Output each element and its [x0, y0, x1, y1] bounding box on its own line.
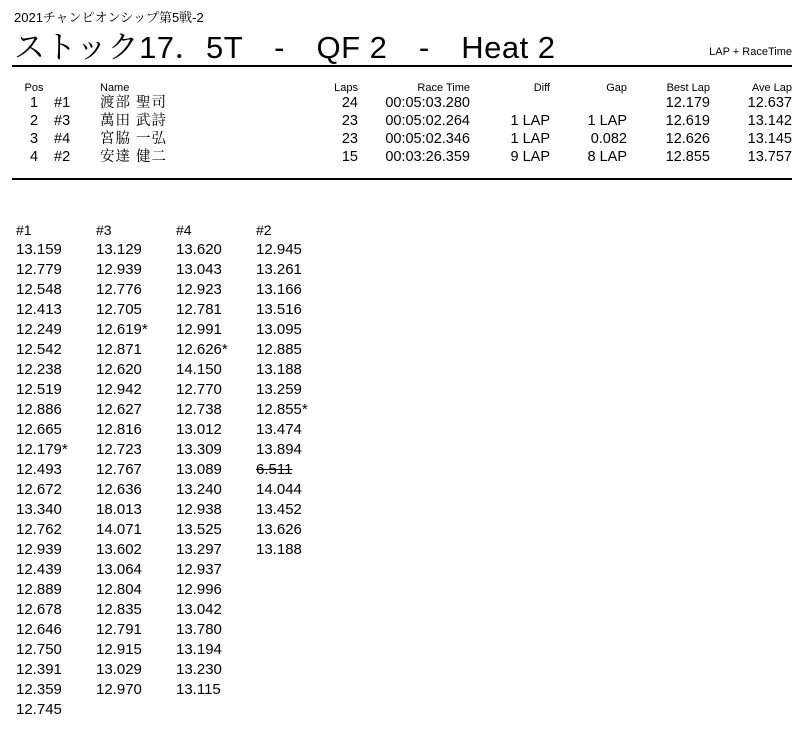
cell-laps: 23 — [341, 113, 358, 129]
lap-time: 12.249 — [16, 321, 62, 338]
lap-time: 12.738 — [176, 401, 222, 418]
lap-column-header: #4 — [176, 222, 192, 238]
cell-name: 安達 健二 — [100, 149, 168, 165]
lap-time: 13.188 — [256, 541, 302, 558]
lap-time: 12.937 — [176, 561, 222, 578]
results-body — [14, 94, 792, 166]
cell-pos: 2 — [29, 113, 39, 129]
lap-time: 13.089 — [176, 461, 222, 478]
cell-name: 渡部 聖司 — [100, 95, 168, 111]
lap-time: 13.516 — [256, 301, 302, 318]
lap-time: 12.750 — [16, 641, 62, 658]
lap-time: 14.044 — [256, 481, 302, 498]
lap-time: 12.915 — [96, 641, 142, 658]
cell-laps: 23 — [341, 131, 358, 147]
col-best-lap: Best Lap — [666, 82, 710, 94]
lap-column-header: #3 — [96, 222, 112, 238]
col-gap: Gap — [606, 82, 627, 94]
cell-laps: 24 — [341, 95, 358, 111]
cell-best-lap: 12.179 — [665, 95, 710, 111]
lap-time: 12.835 — [96, 601, 142, 618]
lap-time: 12.791 — [96, 621, 142, 638]
lap-time: 12.439 — [16, 561, 62, 578]
lap-time: 12.678 — [16, 601, 62, 618]
lap-time: 12.542 — [16, 341, 62, 358]
lap-time: 13.159 — [16, 241, 62, 258]
cell-race-time: 00:03:26.359 — [385, 149, 470, 165]
lap-time: 14.071 — [96, 521, 142, 538]
lap-time: 12.942 — [96, 381, 142, 398]
table-row — [14, 148, 792, 166]
lap-time: 12.745 — [16, 701, 62, 718]
cell-gap: 1 LAP — [587, 113, 627, 129]
lap-time: 13.188 — [256, 361, 302, 378]
lap-time: 12.620 — [96, 361, 142, 378]
lap-time: 12.970 — [96, 681, 142, 698]
cell-diff — [470, 94, 550, 112]
lap-time: 12.636 — [96, 481, 142, 498]
bottom-rule — [12, 178, 792, 180]
lap-time: 12.889 — [16, 581, 62, 598]
cell-ave-lap: 13.145 — [747, 131, 792, 147]
cell-best-lap: 12.626 — [665, 131, 710, 147]
results-header-row — [14, 79, 792, 94]
lap-time: 18.013 — [96, 501, 142, 518]
lap-time: 12.885 — [256, 341, 302, 358]
lap-time: 12.619* — [96, 321, 148, 338]
cell-best-lap: 12.619 — [665, 113, 710, 129]
lap-time: 12.493 — [16, 461, 62, 478]
lap-time: 13.194 — [176, 641, 222, 658]
lap-time: 12.705 — [96, 301, 142, 318]
lap-time: 13.894 — [256, 441, 302, 458]
col-laps: Laps — [334, 82, 358, 94]
lap-time: 12.991 — [176, 321, 222, 338]
lap-time: 13.029 — [96, 661, 142, 678]
lap-time: 12.646 — [16, 621, 62, 638]
lap-time: 13.230 — [176, 661, 222, 678]
lap-time: 12.938 — [176, 501, 222, 518]
lap-time: 13.626 — [256, 521, 302, 538]
lap-time: 13.780 — [176, 621, 222, 638]
cell-num: #1 — [54, 95, 71, 111]
lap-time: 13.064 — [96, 561, 142, 578]
cell-name: 萬田 武詩 — [100, 113, 168, 129]
lap-time: 13.012 — [176, 421, 222, 438]
lap-time: 12.804 — [96, 581, 142, 598]
lap-time: 13.166 — [256, 281, 302, 298]
lap-column-header: #2 — [256, 222, 272, 238]
top-rule — [12, 65, 792, 67]
lap-time: 13.043 — [176, 261, 222, 278]
lap-time: 13.240 — [176, 481, 222, 498]
lap-time: 13.259 — [256, 381, 302, 398]
col-name: Name — [100, 82, 130, 94]
lap-column-header: #1 — [16, 222, 32, 238]
lap-time: 13.042 — [176, 601, 222, 618]
lap-time: 13.309 — [176, 441, 222, 458]
cell-num: #3 — [54, 113, 71, 129]
lap-time: 13.261 — [256, 261, 302, 278]
lap-time: 12.767 — [96, 461, 142, 478]
lap-time: 12.548 — [16, 281, 62, 298]
cell-gap: 0.082 — [590, 131, 627, 147]
cell-race-time: 00:05:02.346 — [385, 131, 470, 147]
lap-time: 12.179* — [16, 441, 68, 458]
lap-time: 13.602 — [96, 541, 142, 558]
cell-diff: 1 LAP — [510, 113, 550, 129]
cell-pos: 4 — [29, 149, 39, 165]
table-row — [14, 130, 792, 148]
lap-time: 13.115 — [176, 681, 221, 698]
lap-time: 12.723 — [96, 441, 142, 458]
cell-diff: 1 LAP — [510, 131, 550, 147]
lap-time: 12.626* — [176, 341, 228, 358]
lap-time: 12.770 — [176, 381, 222, 398]
lap-time: 12.776 — [96, 281, 142, 298]
lap-time: 12.762 — [16, 521, 62, 538]
subtitle: 2021チャンピオンシップ第5戦-2 — [14, 10, 204, 25]
lap-time: 12.672 — [16, 481, 62, 498]
lap-time: 12.996 — [176, 581, 222, 598]
cell-race-time: 00:05:02.264 — [385, 113, 470, 129]
cell-gap — [550, 94, 627, 112]
lap-time: 13.095 — [256, 321, 302, 338]
col-ave-lap: Ave Lap — [751, 82, 792, 94]
lap-time: 12.359 — [16, 681, 62, 698]
lap-time: 13.525 — [176, 521, 222, 538]
cell-ave-lap: 13.757 — [747, 149, 792, 165]
lap-time: 12.391 — [16, 661, 62, 678]
lap-time: 12.886 — [16, 401, 62, 418]
lap-label: LAP + RaceTime — [709, 46, 792, 58]
col-pos: Pos — [24, 82, 44, 94]
lap-times-grid — [16, 220, 336, 720]
lap-column — [16, 220, 96, 720]
col-num — [54, 79, 100, 94]
lap-time: 12.413 — [16, 301, 62, 318]
lap-time: 12.627 — [96, 401, 142, 418]
table-row — [14, 112, 792, 130]
cell-pos: 3 — [29, 131, 39, 147]
lap-time: 13.297 — [176, 541, 222, 558]
cell-race-time: 00:05:03.280 — [385, 95, 470, 111]
cell-ave-lap: 13.142 — [747, 113, 792, 129]
lap-time: 12.855* — [256, 401, 308, 418]
col-diff: Diff — [533, 82, 550, 94]
lap-column — [96, 220, 176, 720]
col-race-time: Race Time — [417, 82, 470, 94]
cell-gap: 8 LAP — [587, 149, 627, 165]
lap-column — [256, 220, 336, 720]
cell-diff: 9 LAP — [510, 149, 550, 165]
results-table — [14, 79, 792, 166]
lap-time: 12.945 — [256, 241, 302, 258]
lap-time: 6.511 — [256, 461, 293, 478]
lap-time: 12.923 — [176, 281, 222, 298]
lap-time: 12.238 — [16, 361, 62, 378]
lap-time: 13.474 — [256, 421, 302, 438]
lap-time: 13.620 — [176, 241, 222, 258]
lap-time: 14.150 — [176, 361, 222, 378]
lap-time: 13.340 — [16, 501, 62, 518]
cell-name: 宮脇 一弘 — [100, 131, 168, 147]
lap-time: 12.779 — [16, 261, 62, 278]
lap-time: 12.816 — [96, 421, 142, 438]
lap-time: 12.519 — [16, 381, 62, 398]
table-row — [14, 94, 792, 112]
lap-time: 13.452 — [256, 501, 302, 518]
page-title: ストック17．5T - QF 2 - Heat 2 — [14, 30, 556, 65]
cell-best-lap: 12.855 — [665, 149, 710, 165]
cell-laps: 15 — [341, 149, 358, 165]
lap-column — [176, 220, 256, 720]
lap-time: 12.939 — [96, 261, 142, 278]
cell-num: #2 — [54, 149, 71, 165]
lap-time: 12.781 — [176, 301, 222, 318]
lap-time: 12.939 — [16, 541, 62, 558]
lap-time: 12.665 — [16, 421, 62, 438]
cell-num: #4 — [54, 131, 71, 147]
cell-ave-lap: 12.637 — [747, 95, 792, 111]
lap-time: 12.871 — [96, 341, 142, 358]
lap-time: 13.129 — [96, 241, 142, 258]
cell-pos: 1 — [29, 95, 39, 111]
